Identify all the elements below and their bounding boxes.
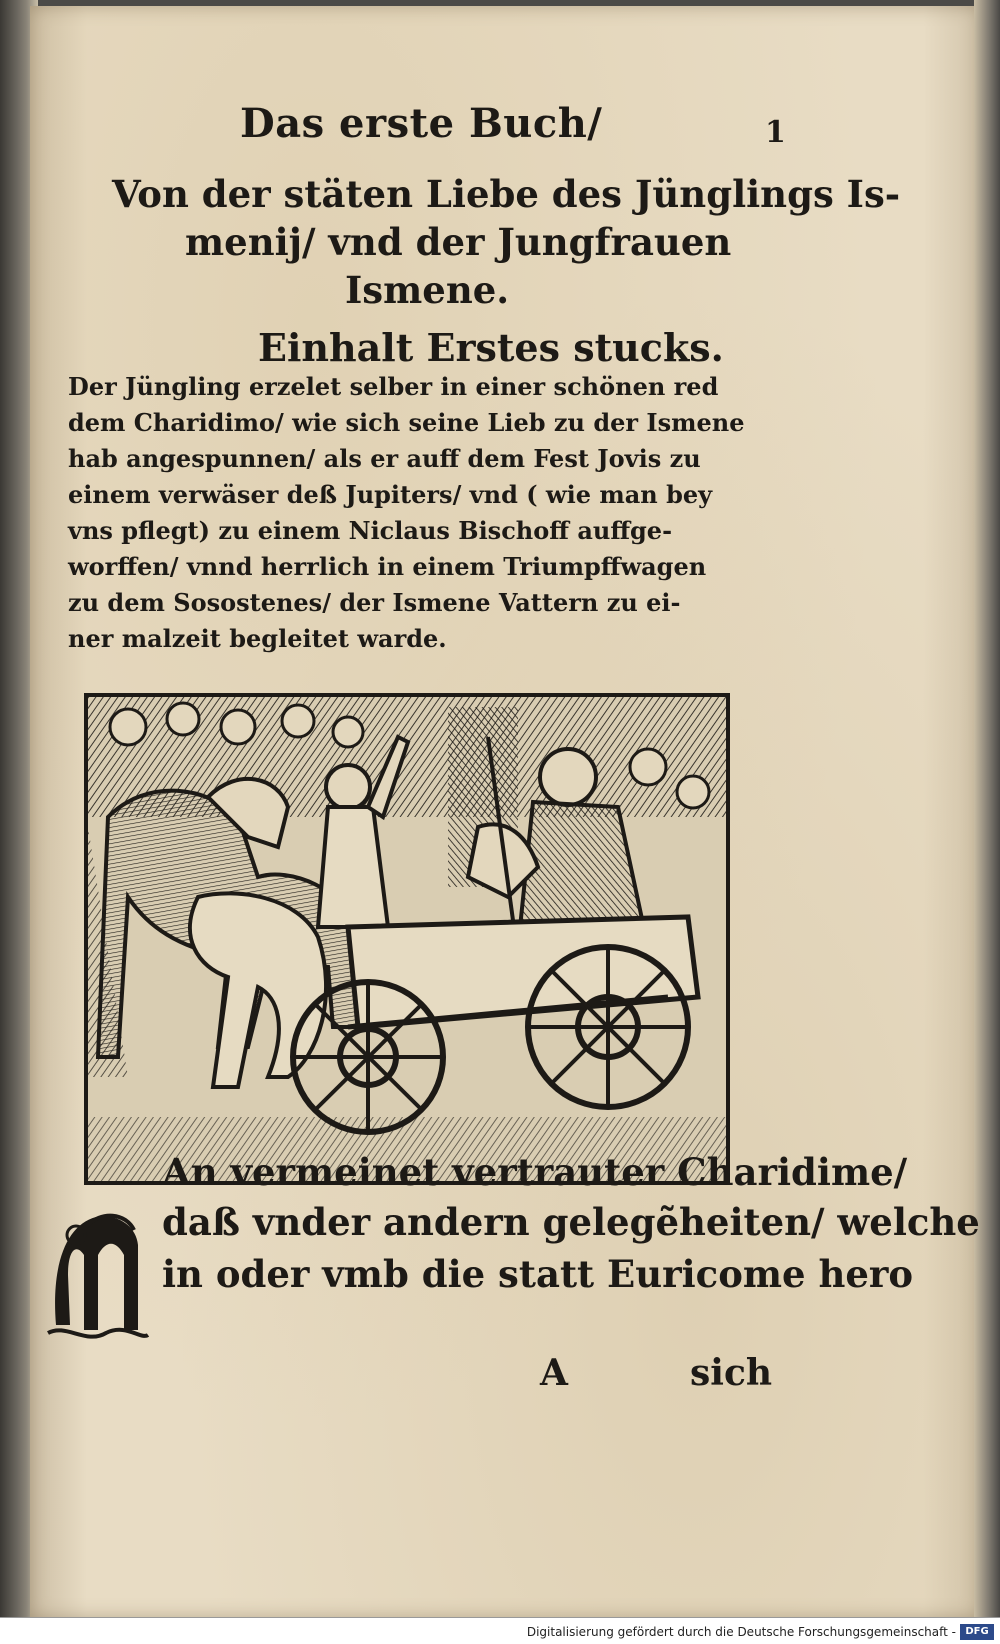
summary-line: zu dem Sosostenes/ der Ismene Vattern zu ei- xyxy=(68,588,681,617)
body-text-line: daß vnder andern gelegẽheiten/ welche xyxy=(162,1200,980,1244)
summary-line: einem verwäser deß Jupiters/ vnd ( wie man bey xyxy=(68,480,713,509)
summary-line: dem Charidimo/ wie sich seine Lieb zu der Ismene xyxy=(68,408,745,437)
body-text-line: An vermeinet vertrauter Charidime/ xyxy=(162,1150,908,1194)
summary-line: worffen/ vnnd herrlich in einem Triumpffwagen xyxy=(68,552,707,581)
headline-line-2: menij/ vnd der Jungfrauen xyxy=(185,220,732,264)
folio-number: 1 xyxy=(765,115,786,150)
summary-line: hab angespunnen/ als er auff dem Fest Jovis zu xyxy=(68,444,701,473)
chariot-scene-icon xyxy=(88,697,726,1181)
woodcut-illustration xyxy=(84,693,730,1185)
headline-line-1: Von der stäten Liebe des Jünglings Is- xyxy=(112,172,901,216)
catchword: sich xyxy=(690,1352,773,1394)
summary-line: vns pflegt) zu einem Niclaus Bischoff auffge- xyxy=(68,516,673,545)
decorated-initial-m-icon xyxy=(46,1205,150,1345)
summary-line: ner malzeit begleitet warde. xyxy=(68,624,447,653)
headline-line-3: Ismene. xyxy=(345,268,510,312)
body-text-line: in oder vmb die statt Euricome hero xyxy=(162,1252,914,1296)
summary-line: Der Jüngling erzelet selber in einer schönen red xyxy=(68,372,719,401)
page-fore-edge xyxy=(974,0,1000,1644)
section-heading: Einhalt Erstes stucks. xyxy=(258,325,724,370)
footer-credit: Digitalisierung gefördert durch die Deutsche Forschungsgemeinschaft - xyxy=(526,1625,956,1639)
dfg-logo: DFG xyxy=(960,1624,994,1640)
signature-mark: A xyxy=(540,1352,568,1394)
digitization-footer xyxy=(0,1617,1000,1644)
book-title: Das erste Buch/ xyxy=(240,100,603,147)
